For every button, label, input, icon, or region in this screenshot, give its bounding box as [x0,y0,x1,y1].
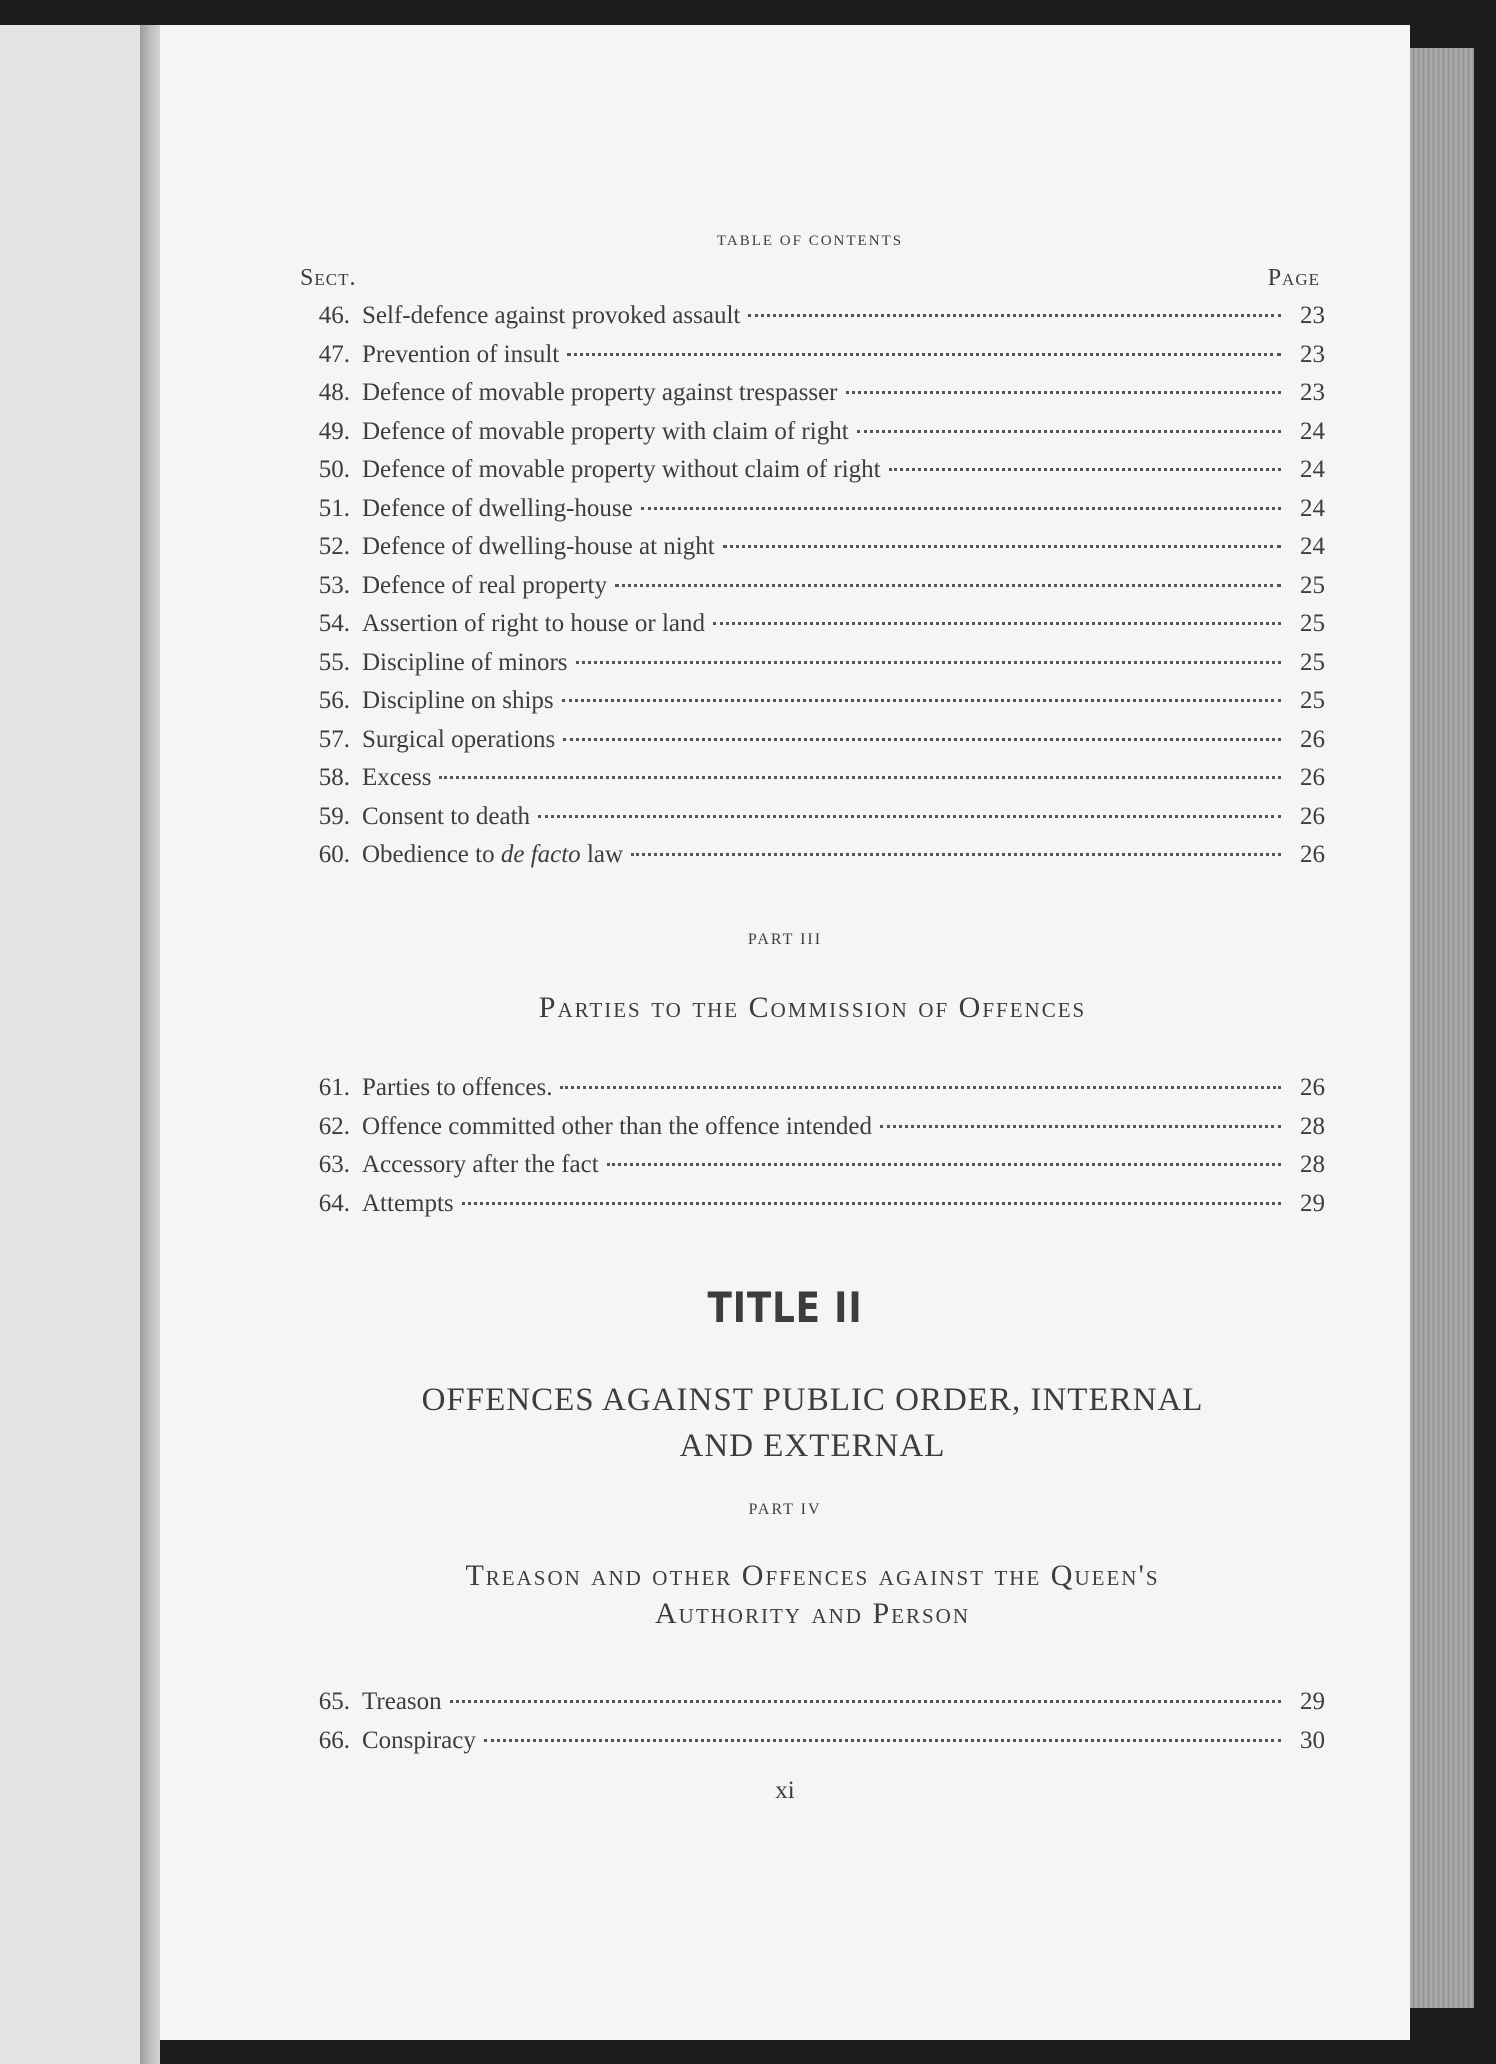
section-number: 54. [318,610,350,637]
dot-leader [560,1086,1281,1089]
running-head: TABLE OF CONTENTS [716,233,904,249]
section-number: 59. [318,802,350,830]
section-number: 48. [318,379,350,406]
dot-leader [857,430,1281,433]
toc-section-list-3 [300,1683,1325,1760]
page-column-header: Page [1267,265,1320,291]
dot-leader [607,1163,1281,1166]
section-title: Assertion of right to house or land [362,610,706,637]
toc-entry [300,1185,1325,1224]
section-title: Accessory after the fact [362,1151,599,1178]
dot-leader [631,853,1281,856]
page-ref: 23 [1300,379,1325,406]
page-ref: 26 [1300,1074,1325,1101]
page-ref: 25 [1300,571,1325,599]
dot-leader [641,507,1281,510]
book-page [160,25,1410,2040]
toc-entry [300,1108,1325,1147]
section-title: Surgical operations [362,725,556,753]
part-three-title: Parties to the Commission of Offences [538,991,1087,1024]
toc-entry [300,528,1325,567]
section-number: 60. [318,841,350,868]
dot-leader [462,1202,1281,1205]
page-ref: 28 [1300,1112,1325,1140]
section-number: 49. [318,417,350,445]
toc-entry [300,682,1325,721]
dot-leader [880,1125,1281,1128]
section-title: Defence of movable property with claim of right [362,417,849,445]
page-ref: 26 [1300,802,1325,830]
toc-entry [300,644,1325,683]
dot-leader [576,661,1281,664]
section-number: 55. [318,648,350,676]
title-text: law [580,841,624,868]
part-four-title-line: Authority and Person [654,1597,970,1630]
section-title: Discipline on ships [362,687,554,714]
section-title: Defence of dwelling-house [362,494,633,522]
section-number: 50. [318,456,350,483]
title-italic-text: de facto [500,841,581,868]
page-ref: 23 [1300,302,1325,329]
section-title: Offence committed other than the offence intended [362,1112,872,1140]
section-number: 47. [318,340,350,368]
section-title: Consent to death [362,802,531,830]
section-title: Prevention of insult [362,340,560,368]
section-number: 62. [318,1112,350,1140]
book-gutter [140,25,160,2064]
toc-entry [300,413,1325,452]
section-number: 46. [318,302,350,329]
section-title: Discipline of minors [362,648,568,676]
section-title: Self-defence against provoked assault [362,302,741,329]
section-title: Defence of real property [362,571,607,599]
page-ref: 29 [1300,1189,1325,1217]
dot-leader [450,1700,1281,1703]
toc-entry [300,605,1325,644]
dot-leader [538,815,1281,818]
part-four-label: PART IV [748,1501,822,1518]
title-subheading-line: OFFENCES AGAINST PUBLIC ORDER, INTERNAL [421,1382,1204,1418]
page-ref: 24 [1300,494,1325,522]
section-number: 63. [318,1151,350,1178]
page-ref: 26 [1300,725,1325,753]
toc-entry [300,1069,1325,1108]
dot-leader [562,699,1281,702]
page-ref: 29 [1300,1688,1325,1715]
page-ref: 24 [1300,533,1325,560]
title-text: Obedience to [362,841,501,868]
section-number: 57. [318,725,350,753]
toc-entry [300,1146,1325,1185]
section-title: Parties to offences. [362,1074,553,1101]
part-four-title-line: Treason and other Offences against the Queen's [465,1559,1160,1592]
section-title: Excess [362,764,432,791]
dot-leader [889,468,1281,471]
page-ref: 24 [1300,456,1325,483]
section-title: Defence of dwelling-house at night [362,533,715,560]
section-number: 64. [318,1189,350,1217]
part-three-label: PART III [747,931,823,948]
left-page-edge [0,25,140,2064]
toc-entry [300,759,1325,798]
part-four-title [300,1557,1325,1633]
section-title: Attempts [362,1189,454,1217]
toc-section-list-2 [300,1069,1325,1223]
dot-leader [484,1739,1281,1742]
page-ref: 28 [1300,1151,1325,1178]
title-subheading [290,1377,1335,1469]
toc-entry [300,721,1325,760]
toc-entry [300,1722,1325,1761]
section-title: Treason [362,1688,442,1715]
sect-column-header: Sect. [300,265,357,291]
page-ref: 25 [1300,687,1325,714]
page-ref: 25 [1300,610,1325,637]
toc-entry [300,798,1325,837]
section-number: 51. [318,494,350,522]
section-title: Conspiracy [362,1726,476,1754]
page-ref: 30 [1300,1726,1325,1754]
page-ref: 26 [1300,764,1325,791]
toc-entry [300,451,1325,490]
dot-leader [567,353,1281,356]
toc-entry [300,490,1325,529]
dot-leader [615,584,1281,587]
section-number: 53. [318,571,350,599]
page-number: xi [775,1777,795,1804]
section-title: Defence of movable property against trespasser [362,379,838,406]
toc-section-list-1 [300,297,1325,875]
dot-leader [713,622,1281,625]
toc-entry [300,297,1325,336]
dot-leader [846,391,1281,394]
page-ref: 26 [1300,841,1325,868]
dot-leader [563,738,1281,741]
dot-leader [439,776,1281,779]
dot-leader [748,314,1281,317]
page-ref: 23 [1300,340,1325,368]
toc-entry [300,836,1325,875]
title-subheading-line: AND EXTERNAL [679,1428,946,1464]
toc-entry [300,336,1325,375]
section-number: 66. [318,1726,350,1754]
page-block-edge [1408,48,1474,2008]
section-title: Defence of movable property without claim of right [362,456,881,483]
dot-leader [723,545,1281,548]
toc-entry [300,374,1325,413]
section-number: 61. [318,1074,350,1101]
page-ref: 25 [1300,648,1325,676]
section-number: 65. [318,1688,350,1715]
section-title [350,836,623,875]
toc-entry [300,567,1325,606]
title-heading: TITLE II [707,1283,863,1332]
section-number: 58. [318,764,350,791]
toc-entry [300,1683,1325,1722]
section-number: 52. [318,533,350,560]
section-number: 56. [318,687,350,714]
page-ref: 24 [1300,417,1325,445]
